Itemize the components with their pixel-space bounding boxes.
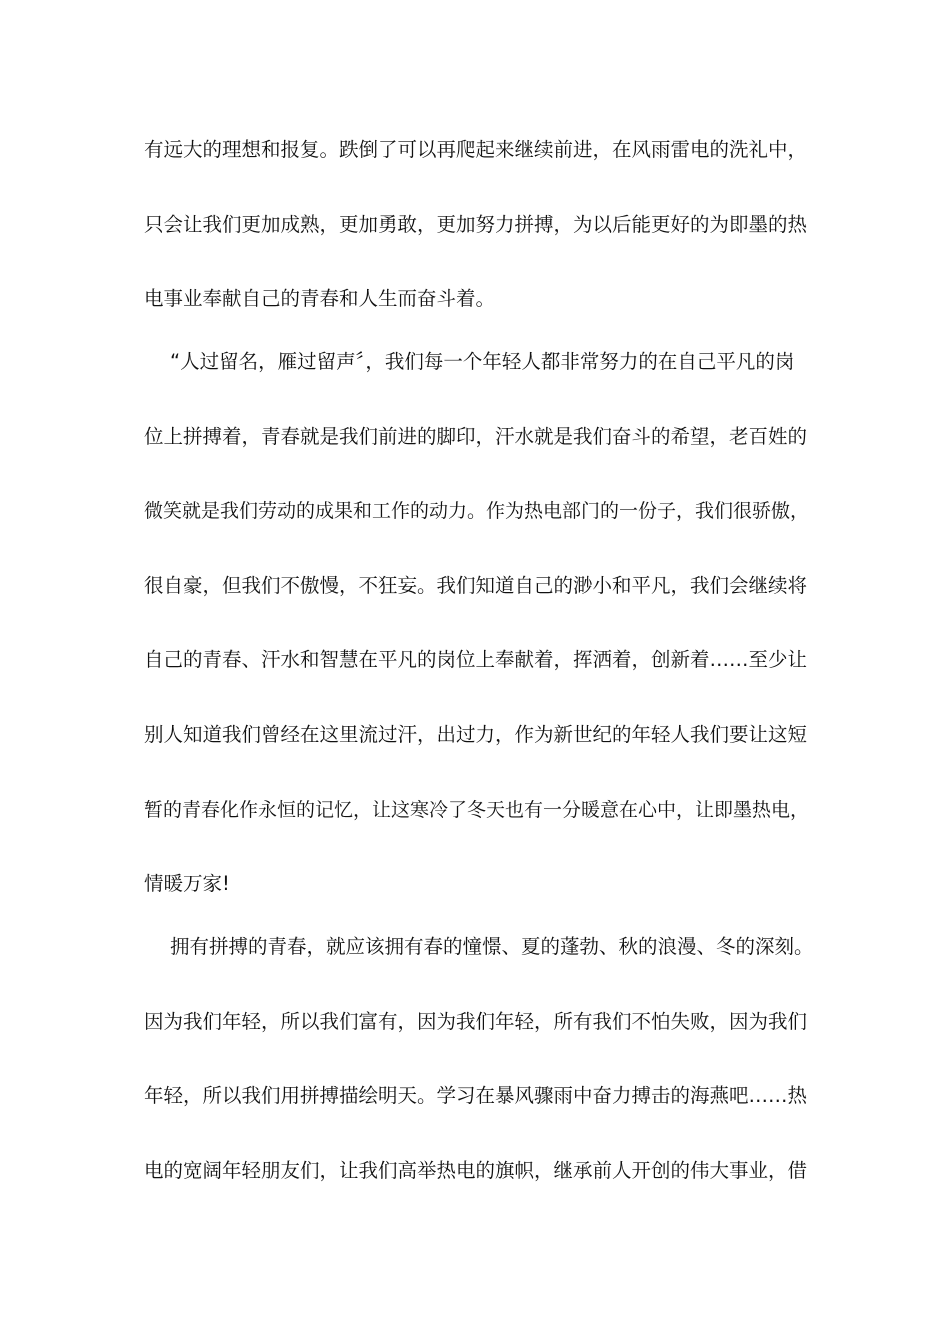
paragraph-start-line: “人过留名，雁过留声〞，我们每一个年轻人都非常努力的在自己平凡的岗 (170, 350, 795, 373)
text-line: 有远大的理想和报复。跌倒了可以再爬起来继续前进，在风雨雷电的洗礼中， (144, 138, 808, 161)
text-line: 微笑就是我们劳动的成果和工作的动力。作为热电部门的一份子，我们很骄傲， (144, 500, 810, 522)
text-line: 自己的青春、汗水和智慧在平凡的岗位上奉献着，挥洒着，创新着……至少让 (144, 648, 808, 671)
text-line: 只会让我们更加成熟，更加勇敢，更加努力拼搏，为以后能更好的为即墨的热 (144, 213, 808, 236)
text-line: 情暖万家! (144, 872, 230, 895)
text-line: 很自豪，但我们不傲慢，不狂妄。我们知道自己的渺小和平凡，我们会继续将 (144, 574, 808, 597)
text-line: 因为我们年轻，所以我们富有，因为我们年轻，所有我们不怕失败，因为我们 (144, 1010, 808, 1033)
paragraph-start-line: 拥有拼搏的青春，就应该拥有春的憧憬、夏的蓬勃、秋的浪漫、冬的深刻。 (170, 935, 814, 958)
text-line: 电的宽阔年轻朋友们，让我们高举热电的旗帜，继承前人开创的伟大事业，借 (144, 1159, 808, 1182)
text-line: 电事业奉献自己的青春和人生而奋斗着。 (144, 287, 496, 310)
text-line: 暂的青春化作永恒的记忆，让这寒冷了冬天也有一分暖意在心中，让即墨热电， (144, 799, 810, 821)
text-line: 年轻，所以我们用拼搏描绘明天。学习在暴风骤雨中奋力搏击的海燕吧……热 (144, 1084, 808, 1107)
text-line: 别人知道我们曾经在这里流过汗，出过力，作为新世纪的年轻人我们要让这短 (144, 723, 808, 746)
text-line: 位上拼搏着，青春就是我们前进的脚印，汗水就是我们奋斗的希望，老百姓的 (144, 425, 808, 448)
